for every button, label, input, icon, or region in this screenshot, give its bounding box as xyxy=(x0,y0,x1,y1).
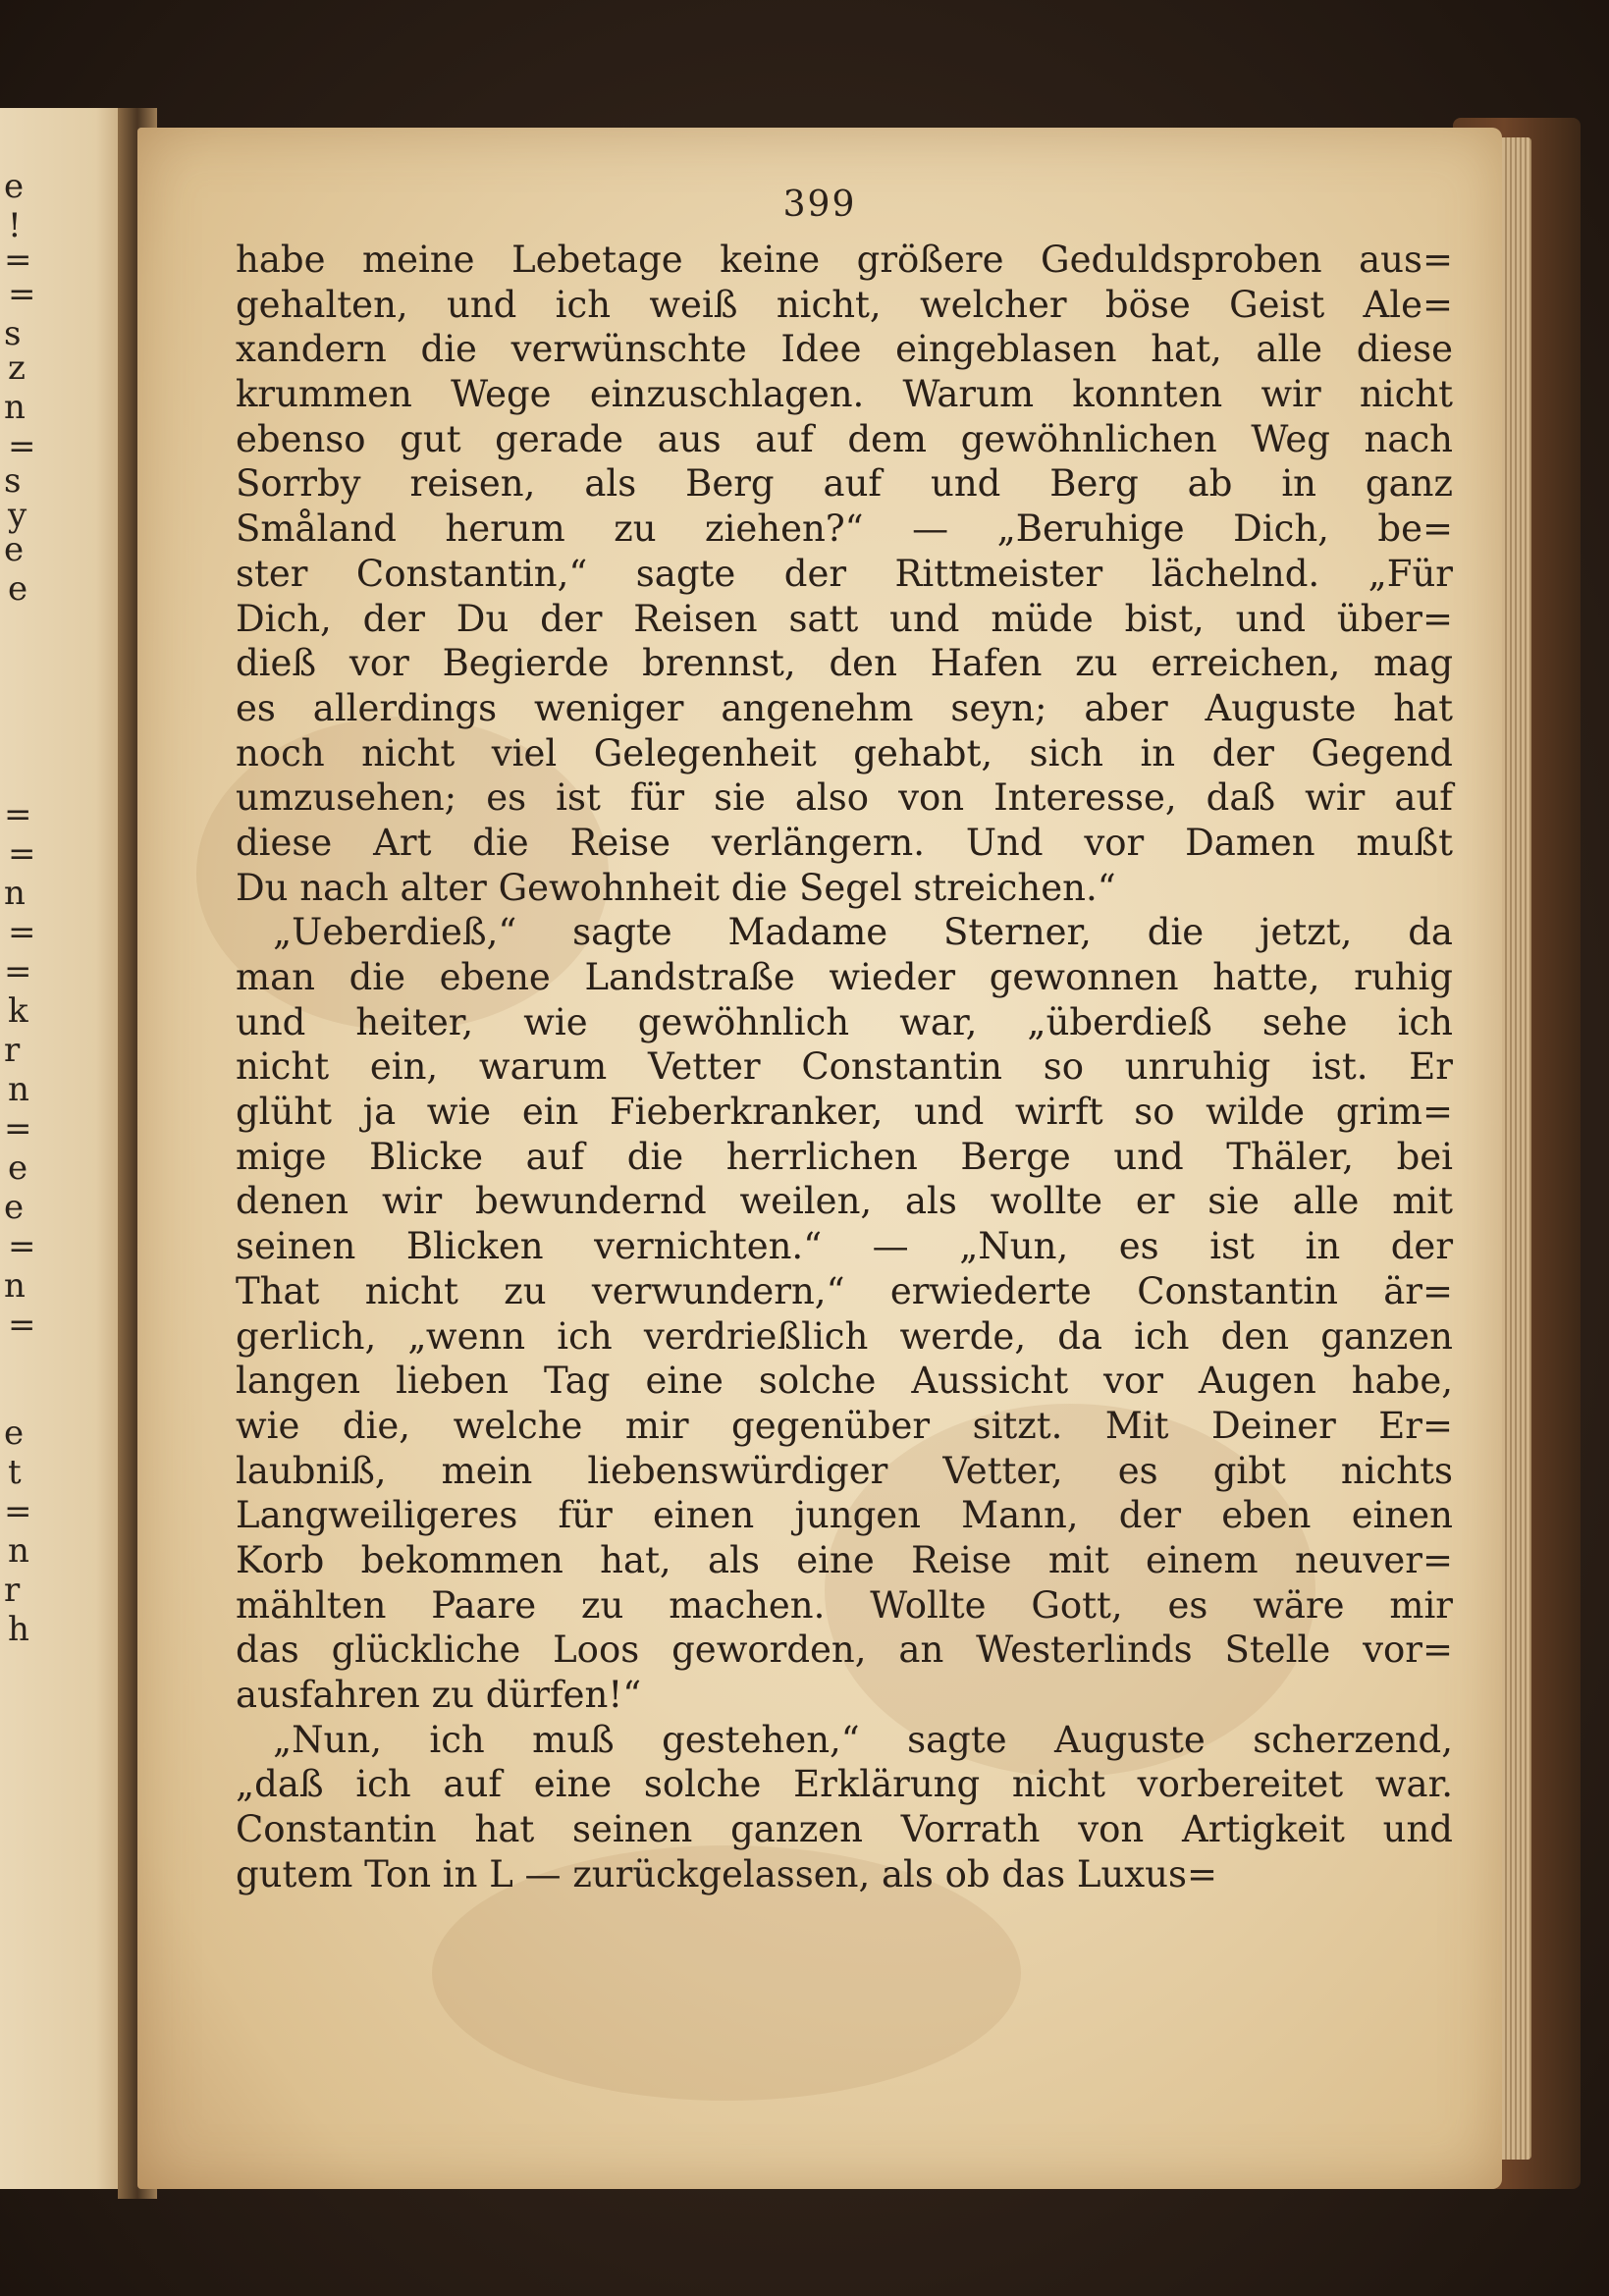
previous-page-letter: = xyxy=(8,913,36,952)
text-line: diese Art die Reise verlängern. Und vor Damen mußt xyxy=(236,821,1453,864)
text-line: Langweiligeres für einen jungen Mann, der eben einen xyxy=(236,1494,1453,1537)
previous-page-letter: e xyxy=(4,1414,25,1453)
body-text xyxy=(236,238,1453,1896)
text-line: gehalten, und ich weiß nicht, welcher böse Geist Ale= xyxy=(236,283,1453,326)
text-line: „Nun, ich muß gestehen,“ sagte Auguste scherzend, xyxy=(273,1718,1453,1761)
text-line: Korb bekommen hat, als eine Reise mit einem neuver= xyxy=(236,1538,1453,1581)
previous-page-letter: = xyxy=(8,427,36,466)
previous-page-letter: n xyxy=(4,388,26,427)
text-line: habe meine Lebetage keine größere Geduldsproben aus= xyxy=(236,239,1453,281)
previous-page-letter: = xyxy=(4,795,32,834)
previous-page-letter: = xyxy=(4,1492,32,1531)
previous-page-letter: = xyxy=(8,1227,36,1266)
previous-page-edge xyxy=(0,108,137,2189)
text-line: Dich, der Du der Reisen satt und müde bist, und über= xyxy=(236,597,1453,640)
text-line: laubniß, mein liebenswürdiger Vetter, es gibt nichts xyxy=(236,1449,1453,1492)
previous-page-letter: s xyxy=(4,461,22,501)
previous-page-letter: = xyxy=(4,240,32,280)
text-line: seinen Blicken vernichten.“ — „Nun, es ist in der xyxy=(236,1225,1453,1268)
text-line: Småland herum zu ziehen?“ — „Beruhige Dich, be= xyxy=(236,507,1453,551)
previous-page-letter: = xyxy=(8,1306,36,1345)
previous-page-letter: = xyxy=(8,834,36,874)
text-line: das glückliche Loos geworden, an Westerlinds Stelle vor= xyxy=(236,1629,1453,1672)
text-line: Constantin hat seinen ganzen Vorrath von Artigkeit und xyxy=(236,1808,1453,1851)
text-line: denen wir bewundernd weilen, als wollte er sie alle mit xyxy=(236,1180,1453,1223)
text-line: Du nach alter Gewohnheit die Segel streichen.“ xyxy=(236,866,1116,909)
text-line: xandern die verwünschte Idee eingeblasen hat, alle diese xyxy=(236,328,1453,371)
text-line: „Ueberdieß,“ sagte Madame Sterner, die jetzt, da xyxy=(273,911,1453,954)
previous-page-letter: = xyxy=(4,952,32,991)
previous-page-letter: n xyxy=(4,874,26,913)
previous-page-letter: = xyxy=(4,1109,32,1148)
previous-page-letter: n xyxy=(8,1070,29,1109)
text-line: krummen Wege einzuschlagen. Warum konnten wir nicht xyxy=(236,373,1453,416)
previous-page-letter: t xyxy=(8,1453,22,1492)
text-line: nicht ein, warum Vetter Constantin so unruhig ist. Er xyxy=(236,1045,1453,1089)
text-line: gutem Ton in L — zurückgelassen, als ob das Luxus= xyxy=(236,1852,1217,1896)
text-line: That nicht zu verwundern,“ erwiederte Constantin är= xyxy=(236,1269,1453,1312)
previous-page-letter: e xyxy=(4,1188,25,1227)
text-line: glüht ja wie ein Fieberkranker, und wirft so wilde grim= xyxy=(236,1091,1453,1134)
previous-page-letter: y xyxy=(8,496,27,535)
previous-page-letter: r xyxy=(4,1571,21,1610)
previous-page-letter: e xyxy=(4,530,25,569)
previous-page-letter: e xyxy=(8,569,28,609)
text-line: man die ebene Landstraße wieder gewonnen hatte, ruhig xyxy=(236,956,1453,998)
text-line: ebenso gut gerade aus auf dem gewöhnlichen Weg nach xyxy=(236,417,1453,460)
previous-page-letter: n xyxy=(8,1531,29,1571)
text-line: gerlich, „wenn ich verdrießlich werde, da ich den ganzen xyxy=(236,1314,1453,1358)
text-line: Sorrby reisen, als Berg auf und Berg ab in ganz xyxy=(236,462,1453,506)
text-line: dieß vor Begierde brennst, den Hafen zu erreichen, mag xyxy=(236,642,1453,685)
text-line: ausfahren zu dürfen!“ xyxy=(236,1674,642,1716)
text-line: mählten Paare zu machen. Wollte Gott, es wäre mir xyxy=(236,1583,1453,1627)
previous-page-letter: ! xyxy=(8,206,22,245)
previous-page-letter: r xyxy=(4,1031,21,1070)
text-line: und heiter, wie gewöhnlich war, „überdieß sehe ich xyxy=(236,1000,1453,1043)
text-line: umzusehen; es ist für sie also von Interesse, daß wir auf xyxy=(236,776,1453,820)
text-line: mige Blicke auf die herrlichen Berge und Thäler, bei xyxy=(236,1135,1453,1178)
previous-page-letter: h xyxy=(8,1610,29,1649)
text-line: wie die, welche mir gegenüber sitzt. Mit Deiner Er= xyxy=(236,1404,1453,1447)
book-page xyxy=(137,128,1502,2189)
text-line: langen lieben Tag eine solche Aussicht vor Augen habe, xyxy=(236,1360,1453,1403)
previous-page-letter: z xyxy=(8,348,26,388)
text-line: ster Constantin,“ sagte der Rittmeister lächelnd. „Für xyxy=(236,552,1453,595)
page-number: 399 xyxy=(782,185,857,225)
previous-page-letter: k xyxy=(8,991,28,1031)
text-line: „daß ich auf eine solche Erklärung nicht vorbereitet war. xyxy=(236,1763,1453,1806)
previous-page-letter: s xyxy=(4,314,22,353)
previous-page-letter: e xyxy=(8,1148,28,1188)
previous-page-letter: e xyxy=(4,167,25,206)
text-line: noch nicht viel Gelegenheit gehabt, sich in der Gegend xyxy=(236,731,1453,774)
previous-page-letter: n xyxy=(4,1266,26,1306)
previous-page-letter: = xyxy=(8,275,36,314)
text-line: es allerdings weniger angenehm seyn; aber Auguste hat xyxy=(236,686,1453,729)
